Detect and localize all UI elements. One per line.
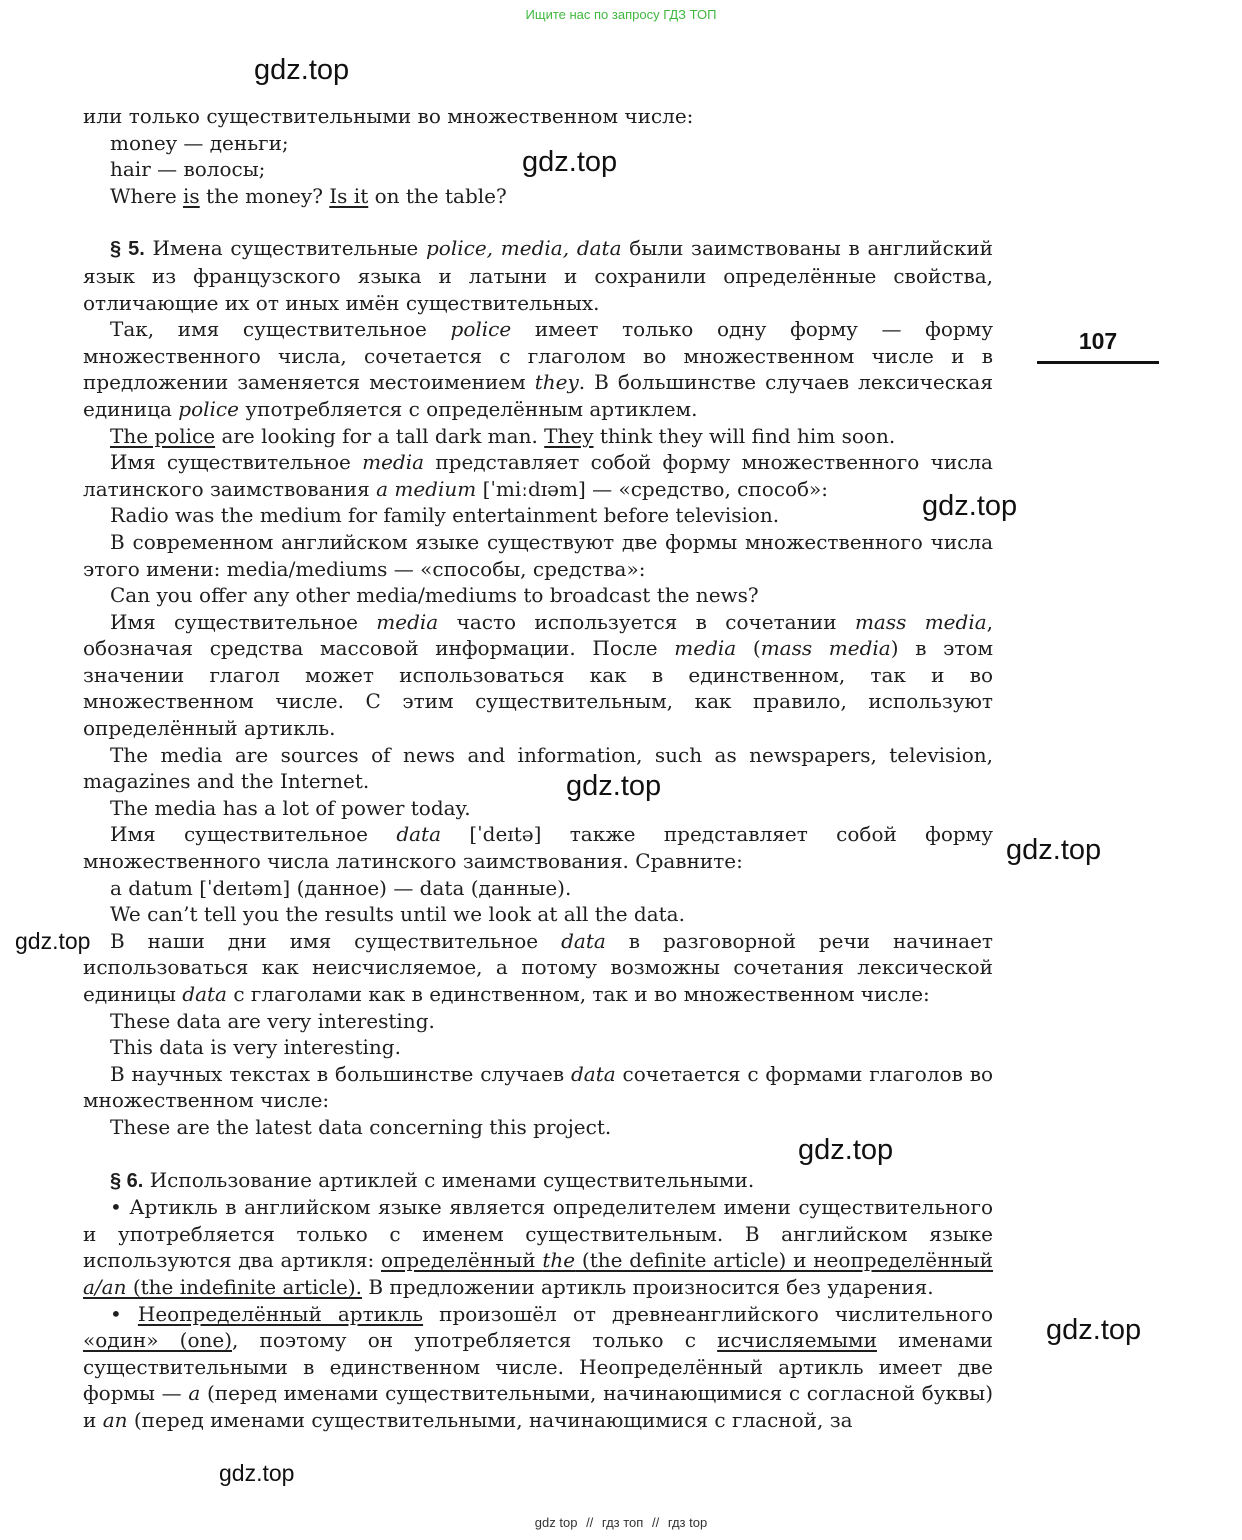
example-line: a datum [ˈdeɪtəm] (данное) — data (данные). xyxy=(110,875,572,900)
page-number-rule xyxy=(1037,361,1159,364)
italic-span: media xyxy=(362,450,425,475)
section-5-paragraph xyxy=(83,235,993,316)
text-span: ( xyxy=(736,636,761,661)
text-span: on the table? xyxy=(368,183,507,208)
italic-span: data xyxy=(561,928,606,953)
watermark: gdz.top xyxy=(566,770,662,802)
text-span: Имя существительное xyxy=(110,450,363,475)
text-span: (the definite article) и неопределённый xyxy=(575,1248,994,1273)
text-span: , обозначая средства массовой информации. После xyxy=(83,609,993,661)
section-mark: § 6. xyxy=(110,1169,144,1192)
text-span: (перед именами существительными, начинающимися с согласной буквы) и xyxy=(83,1381,994,1432)
page-number: 107 xyxy=(1078,328,1118,354)
text-span: употребляется с определённым артиклем. xyxy=(238,396,698,421)
underlined-span: They xyxy=(544,423,594,448)
italic-span: media xyxy=(376,609,439,634)
text-span: Имена существительные xyxy=(144,236,426,261)
example-line: These data are very interesting. xyxy=(110,1008,435,1033)
text-span: (the indefinite article). xyxy=(126,1274,363,1299)
text-span: Использование артиклей с именами существительными. xyxy=(143,1167,755,1192)
text-span: [ˈdeɪtə] также представляет собой форму множественного числа латинского заимствования. Сравните: xyxy=(83,822,993,874)
section-6-heading xyxy=(83,1167,993,1195)
text-span: имеет только одну форму — форму множественного числа, сочетается с глаголом во множественном числе и в предложении заменяется местоимением xyxy=(83,317,994,395)
text-span: ) в этом значении глагол может использоваться как в единственном, так и во множественном числе. С этим существительным, как правило, используют определённый артикль. xyxy=(83,636,993,741)
italic-span: media xyxy=(674,636,737,661)
example-line: money — деньги; xyxy=(110,130,289,155)
italic-span: mass media xyxy=(854,609,987,634)
paragraph xyxy=(83,928,993,1008)
italic-span: police xyxy=(450,317,512,342)
top-search-link[interactable]: Ищите нас по запросу ГДЗ ТОП xyxy=(525,7,717,22)
footer-links xyxy=(0,1515,1242,1530)
italic-span: police xyxy=(178,396,239,421)
text-span: с глаголами как в единственном, так и во множественном числе: xyxy=(226,982,930,1006)
text-span: • xyxy=(110,1301,138,1326)
text-span: произошёл от древнеанглийского числительного xyxy=(423,1301,993,1326)
text-span: Так, имя существительное xyxy=(110,317,451,342)
italic-span: data xyxy=(570,1061,616,1086)
example-line xyxy=(83,183,993,210)
italic-span: a medium xyxy=(376,476,477,501)
footer-link[interactable]: гдз топ xyxy=(601,1515,644,1530)
text-span: think they will find him soon. xyxy=(593,423,896,448)
underlined-span: is xyxy=(183,183,200,208)
text-span: в разговорной речи начинает использоваться как неисчисляемое, а потому возможны сочетания лексической единицы xyxy=(83,928,993,1006)
italic-span: the xyxy=(542,1248,576,1273)
underlined-span: Is it xyxy=(329,183,369,208)
watermark: gdz.top xyxy=(922,490,1018,522)
text-span: Имя существительное xyxy=(110,609,377,634)
text-span: определённый xyxy=(381,1248,543,1273)
paragraph: В современном английском языке существуют две формы множественного числа этого имени: media/mediums — «способы, средства»: xyxy=(83,529,993,581)
text-span: представляет собой форму множественного числа латинского заимствования xyxy=(83,450,993,501)
watermark: gdz.top xyxy=(522,146,618,178)
watermark: gdz.top xyxy=(1046,1314,1142,1346)
text-span: В предложении артикль произносится без ударения. xyxy=(362,1274,934,1299)
text-span: [ˈmiːdɪəm] — «средство, способ»: xyxy=(476,476,828,501)
example-line: Radio was the medium for family entertainment before television. xyxy=(110,503,780,528)
paragraph xyxy=(83,1061,993,1114)
footer-link[interactable]: гдз top xyxy=(667,1515,708,1530)
text-span: Where xyxy=(110,183,184,208)
italic-span: they xyxy=(534,370,579,395)
example-line: This data is very interesting. xyxy=(110,1035,401,1060)
paragraph xyxy=(83,449,993,502)
underlined-span: The police xyxy=(110,423,216,448)
bullet-paragraph xyxy=(83,1301,993,1434)
text-span: . В большинстве случаев лексическая единица xyxy=(83,370,993,421)
bullet-paragraph xyxy=(83,1194,993,1300)
underlined-span: исчисляемыми xyxy=(717,1328,877,1353)
watermark: gdz.top xyxy=(219,1460,295,1486)
text-span: были заимствованы в английский язык из французского языка и латыни и сохранили определённые свойства, отличающие их от иных имён существительных. xyxy=(83,236,993,315)
text-span: • Артикль в английском языке является определителем имени существительного и употребляется только с именем существительным. В английском языке используются два артикля: xyxy=(83,1195,993,1273)
footer-separator: // xyxy=(651,1515,660,1530)
text-span: Имя существительное xyxy=(110,822,397,847)
italic-span: an xyxy=(102,1407,128,1432)
page-body xyxy=(83,103,993,1434)
text-span: (перед именами существительными, начинающимися с гласной, за xyxy=(127,1407,853,1432)
underlined-span: «один» (one) xyxy=(83,1328,233,1353)
text-span: часто используется в сочетании xyxy=(438,609,855,634)
text-span: , поэтому он употребляется только с xyxy=(232,1328,718,1353)
italic-span: data xyxy=(182,982,227,1006)
example-line: The media are sources of news and information, such as newspapers, television, magazines and the Internet. xyxy=(83,742,993,794)
italic-span: police, media, data xyxy=(425,236,622,261)
text-span: В научных текстах в большинстве случаев xyxy=(110,1061,571,1086)
example-line: The media has a lot of power today. xyxy=(110,795,471,820)
italic-span: data xyxy=(396,822,441,847)
italic-span: a/an xyxy=(83,1274,127,1299)
example-line: Can you offer any other media/mediums to broadcast the news? xyxy=(110,583,759,608)
watermark: gdz.top xyxy=(1006,834,1102,866)
text-span: именами существительными в единственном числе. Неопределённый артикль имеет две формы — xyxy=(83,1328,993,1406)
text-span: сочетается с формами глаголов во множественном числе: xyxy=(83,1061,993,1113)
watermark: gdz.top xyxy=(254,54,350,86)
example-line: We can’t tell you the results until we look at all the data. xyxy=(110,902,685,927)
watermark: gdz.top xyxy=(15,928,91,954)
paragraph xyxy=(83,316,993,422)
underlined-span: Неопределённый артикль xyxy=(137,1301,424,1326)
example-line: These are the latest data concerning this project. xyxy=(110,1114,612,1139)
italic-span: mass media xyxy=(760,636,891,661)
text-span: are looking for a tall dark man. xyxy=(215,423,545,448)
text-span: В наши дни имя существительное xyxy=(110,928,562,953)
paragraph xyxy=(83,821,993,874)
footer-link[interactable]: gdz top xyxy=(534,1515,578,1530)
watermark: gdz.top xyxy=(798,1134,894,1166)
paragraph xyxy=(83,609,993,742)
footer-separator: // xyxy=(586,1515,594,1530)
example-line: hair — волосы; xyxy=(110,157,266,182)
text-line: или только существительными во множественном числе: xyxy=(83,104,694,128)
italic-span: a xyxy=(188,1381,201,1406)
section-mark: § 5. xyxy=(110,238,145,261)
text-span: the money? xyxy=(199,183,330,208)
example-line xyxy=(83,423,993,450)
